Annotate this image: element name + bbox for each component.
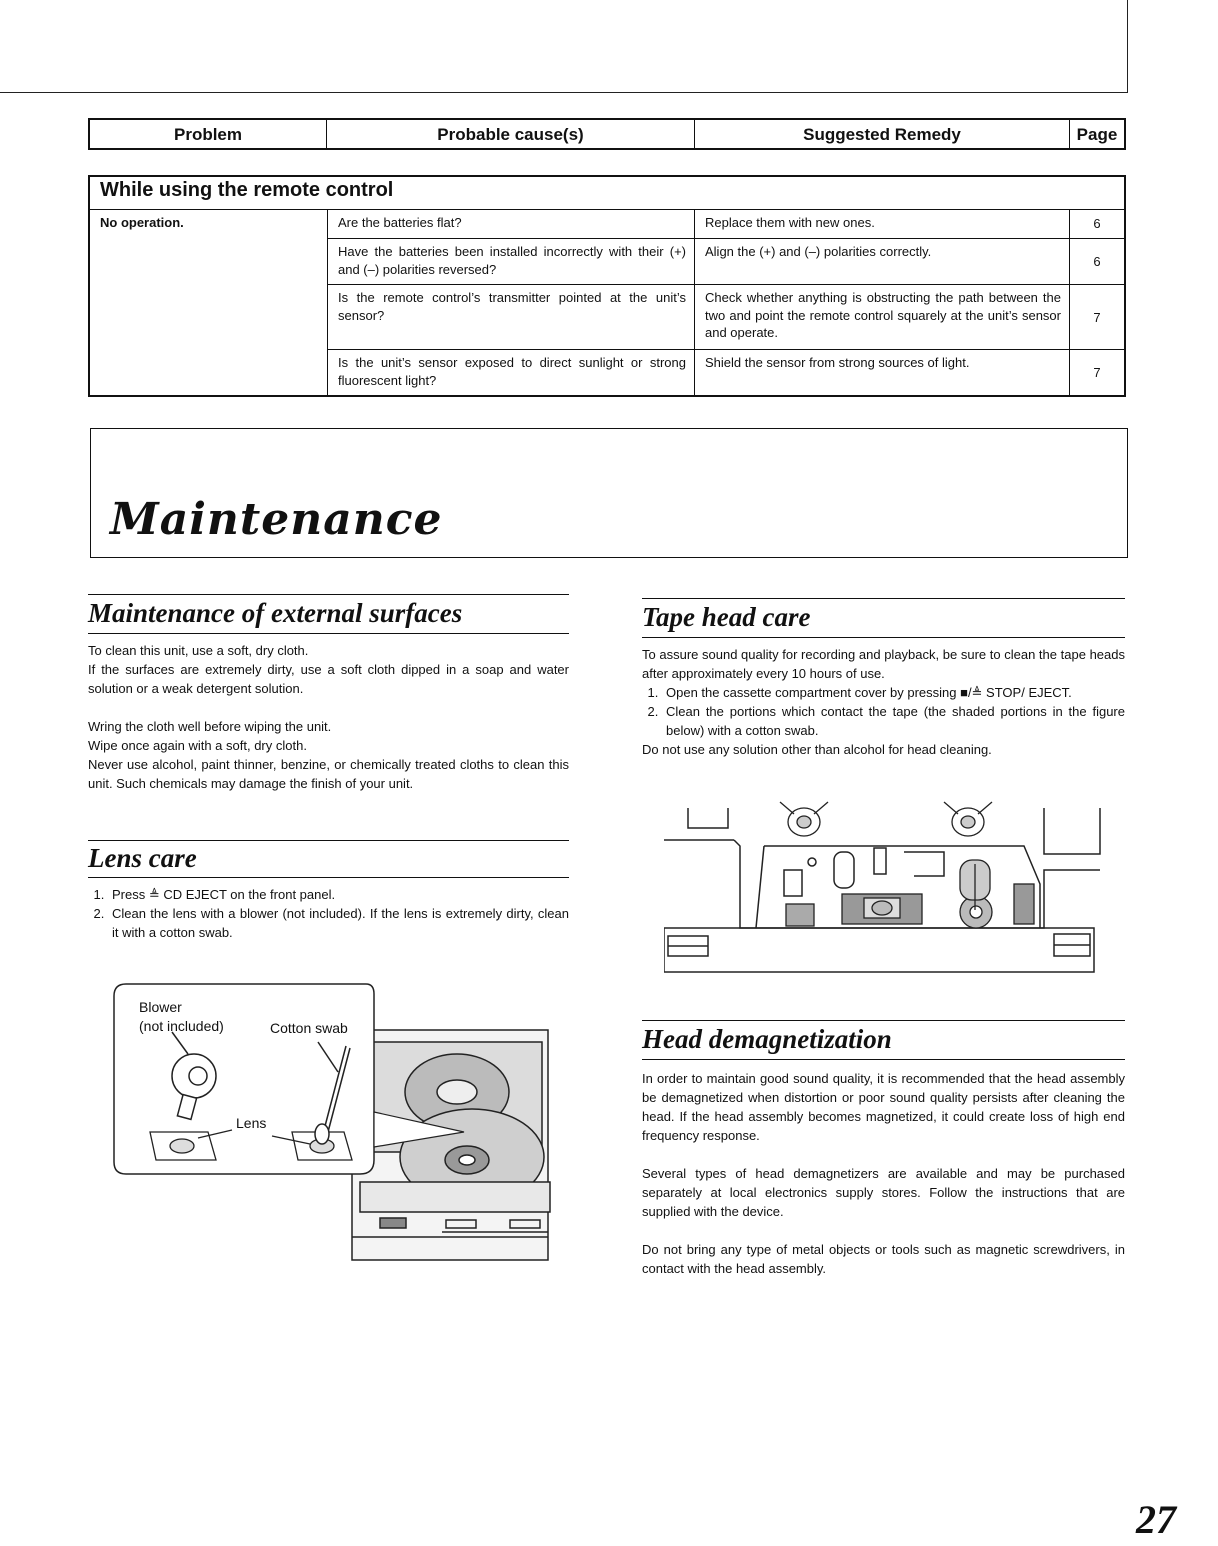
lens-care-heading: Lens care — [88, 840, 569, 878]
remedy-cell: Replace them with new ones. — [694, 210, 1069, 238]
problem-label: No operation. — [100, 215, 184, 230]
table-row — [327, 210, 1124, 238]
cause-cell: Have the batteries been installed incorrectly with their (+) and (–) polarities reversed? — [327, 239, 694, 285]
cd-player-illustration — [112, 982, 552, 1262]
table-row — [327, 349, 1124, 396]
list-item: 1. Open the cassette compartment cover by pressing ■/≜ STOP/ EJECT. — [662, 683, 1125, 702]
lens-label: Lens — [236, 1115, 267, 1131]
top-rule — [0, 92, 1128, 93]
external-surfaces-heading: Maintenance of external surfaces — [88, 594, 569, 634]
blower-label: Blower — [139, 999, 182, 1015]
paragraph: Never use alcohol, paint thinner, benzine, or chemically treated cloths to clean this unit. Such chemicals may damage the finish of your unit. — [88, 757, 569, 791]
paragraph: To clean this unit, use a soft, dry cloth. — [88, 643, 309, 658]
page-cell: 6 — [1069, 210, 1124, 238]
tape-head-heading: Tape head care — [642, 598, 1125, 638]
head-demagnetization-text — [642, 1069, 1125, 1278]
not-included-label: (not included) — [139, 1018, 224, 1034]
table-row — [327, 284, 1124, 350]
section-title: While using the remote control — [100, 179, 394, 201]
page-cell: 6 — [1069, 239, 1124, 285]
paragraph: Do not use any solution other than alcohol for head cleaning. — [642, 742, 992, 757]
page-cell: 7 — [1069, 350, 1124, 396]
remedy-cell: Check whether anything is obstructing the path between the two and point the remote control squarely at the unit’s sensor and operate. — [694, 285, 1069, 350]
list-item: 1. Press ≜ CD EJECT on the front panel. — [108, 885, 569, 904]
cause-cell: Is the unit’s sensor exposed to direct sunlight or strong fluorescent light? — [327, 350, 694, 396]
lens-care-figure — [112, 982, 552, 1262]
table-header — [88, 118, 1126, 150]
paragraph: In order to maintain good sound quality, it is recommended that the head assembly be demagnetized when distortion or poor sound quality persists after cleaning the head. If the head assembly becomes magnetized, it could create loss of high end frequency response. — [642, 1071, 1125, 1143]
paragraph: Wring the cloth well before wiping the unit. — [88, 719, 332, 734]
cause-cell: Are the batteries flat? — [327, 210, 694, 238]
page-number: 27 — [1136, 1497, 1176, 1542]
paragraph: Do not bring any type of metal objects or tools such as magnetic screwdrivers, in contact with the head assembly. — [642, 1242, 1125, 1276]
header-cause: Probable cause(s) — [437, 125, 584, 144]
header-page: Page — [1076, 125, 1118, 144]
tape-head-figure — [664, 800, 1104, 980]
remedy-cell: Align the (+) and (–) polarities correctly. — [694, 239, 1069, 285]
paragraph: If the surfaces are extremely dirty, use a soft cloth dipped in a soap and water solution or a weak detergent solution. — [88, 662, 569, 696]
tape-head-text — [642, 645, 1125, 759]
table-row — [327, 238, 1124, 285]
paragraph: Several types of head demagnetizers are available and may be purchased separately at local electronics supply stores. Follow the instructions that are supplied with the device. — [642, 1166, 1125, 1219]
head-demagnetization-heading: Head demagnetization — [642, 1020, 1125, 1060]
list-item: 2. Clean the portions which contact the tape (the shaded portions in the figure below) with a cotton swab. — [662, 702, 1125, 740]
cause-cell: Is the remote control’s transmitter pointed at the unit’s sensor? — [327, 285, 694, 350]
right-rule — [1127, 0, 1128, 93]
paragraph: To assure sound quality for recording and playback, be sure to clean the tape heads after approximately every 10 hours of use. — [642, 647, 1125, 681]
troubleshooting-table — [88, 175, 1126, 397]
header-problem: Problem — [173, 125, 243, 144]
list-item: 2. Clean the lens with a blower (not included). If the lens is extremely dirty, clean it with a cotton swab. — [108, 904, 569, 942]
paragraph: Wipe once again with a soft, dry cloth. — [88, 738, 307, 753]
cotton-swab-label: Cotton swab — [270, 1020, 348, 1036]
external-surfaces-text — [88, 641, 569, 793]
remedy-cell: Shield the sensor from strong sources of light. — [694, 350, 1069, 396]
cassette-mechanism-illustration — [664, 800, 1104, 980]
lens-care-text — [88, 885, 569, 942]
header-remedy: Suggested Remedy — [803, 125, 961, 144]
page-cell: 7 — [1069, 285, 1124, 350]
maintenance-title: Maintenance — [110, 494, 443, 545]
